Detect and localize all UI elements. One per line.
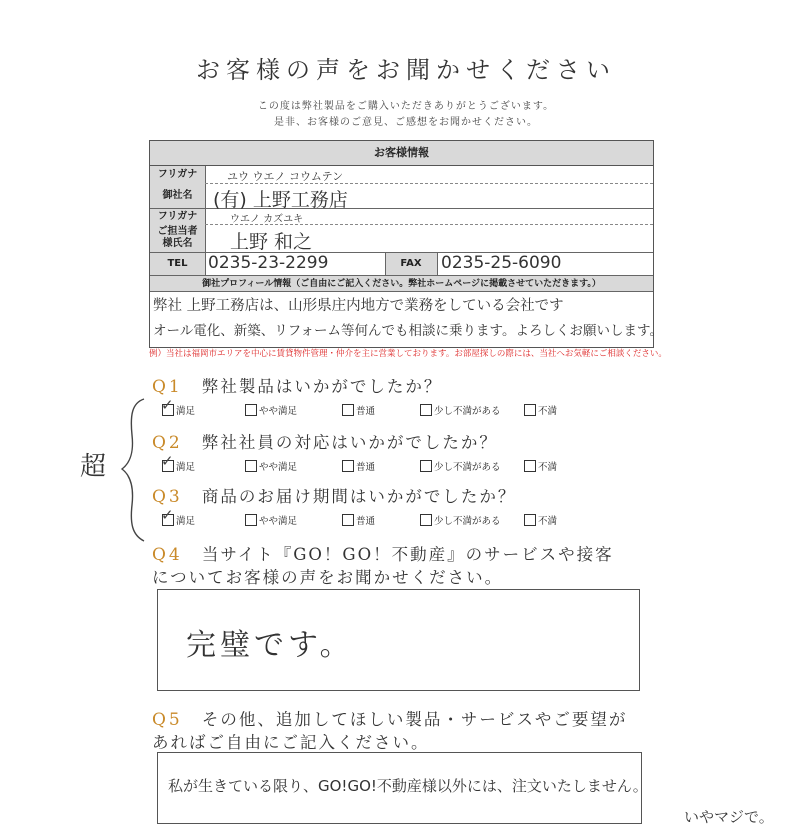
check-mark-icon: ✓: [161, 396, 174, 414]
company-name-value: (有) 上野工務店: [213, 189, 348, 211]
question-text: 当サイト『GO！GO！不動産』のサービスや接客: [201, 545, 614, 564]
company-name-label: 御社名: [150, 183, 205, 208]
checkbox-icon[interactable]: [342, 514, 354, 526]
checkbox-icon[interactable]: [342, 404, 354, 416]
page-title: お客様の声をお聞かせください: [196, 56, 616, 84]
fax-divider: [385, 253, 386, 275]
q5-answer-postscript: いやマジで。: [684, 808, 774, 826]
checkbox-icon[interactable]: [420, 460, 432, 472]
contact-furigana-value: ウエノ カズユキ: [230, 214, 304, 225]
margin-bracket-icon: [118, 395, 148, 545]
q4-answer-box[interactable]: [157, 589, 640, 691]
fax-divider: [437, 253, 438, 275]
question-number: Q2: [152, 433, 183, 453]
question-text: 商品のお届け期間はいかがでしたか？: [201, 487, 517, 506]
row-divider: [150, 275, 653, 276]
q3-option-dissatisfied[interactable]: 不満: [524, 513, 557, 527]
fax-label: FAX: [385, 253, 437, 275]
question-q5: [152, 706, 627, 730]
q1-option-neutral[interactable]: 普通: [342, 403, 375, 417]
q1-option-somewhat-satisfied[interactable]: やや満足: [245, 403, 297, 417]
checkbox-icon[interactable]: [245, 460, 257, 472]
margin-note: 超: [80, 452, 107, 482]
q1-option-somewhat-dissatisfied[interactable]: 少し不満がある: [420, 403, 501, 417]
row-divider: [150, 291, 653, 292]
q4-answer-text: 完璧です。: [186, 628, 354, 663]
question-q1: [152, 373, 442, 397]
checkbox-icon[interactable]: [524, 460, 536, 472]
checkbox-icon[interactable]: [524, 404, 536, 416]
form-section-title: お客様情報: [150, 141, 653, 166]
question-number: Q1: [152, 377, 183, 397]
question-q4: [152, 541, 614, 565]
question-text: 弊社社員の対応はいかがでしたか？: [201, 433, 498, 452]
q5-answer-text: 私が生きている限り、GO!GO!不動産様以外には、注文いたしません。: [168, 777, 648, 795]
question-q3: [152, 483, 516, 507]
example-note: 例）当社は福岡市エリアを中心に賃貸物件管理・仲介を主に営業しております。お部屋探しの際には、当社へお気軽にご相談ください。: [149, 349, 667, 359]
question-text: 弊社製品はいかがでしたか？: [201, 377, 443, 396]
q5-answer-box[interactable]: [157, 752, 648, 824]
q3-option-satisfied[interactable]: ✓ 満足: [161, 506, 196, 527]
check-mark-icon: ✓: [161, 506, 174, 524]
subtitle-request: 是非、お客様のご意見、ご感想をお聞かせください。: [274, 117, 538, 128]
q3-option-somewhat-satisfied[interactable]: やや満足: [245, 513, 297, 527]
question-text: その他、追加してほしい製品・サービスやご要望が: [201, 710, 628, 729]
subtitle-thanks: この度は弊社製品をご購入いただきありがとうございます。: [257, 101, 555, 112]
checkbox-icon[interactable]: [420, 514, 432, 526]
q3-option-neutral[interactable]: 普通: [342, 513, 375, 527]
question-number: Q4: [152, 545, 183, 565]
company-furigana-value: ユウ ウエノ コウムテン: [227, 170, 344, 183]
profile-text-line1: 弊社 上野工務店は、山形県庄内地方で業務をしている会社です: [153, 298, 564, 314]
contact-name-value: 上野 和之: [230, 231, 313, 253]
q1-option-dissatisfied[interactable]: 不満: [524, 403, 557, 417]
tel-label: TEL: [150, 253, 205, 275]
checkbox-icon[interactable]: [161, 396, 174, 416]
contact-furigana-label: フリガナ: [150, 209, 205, 224]
profile-label: 御社プロフィール情報（ご自由にご記入ください。弊社ホームページに掲載させていただきます。）: [150, 276, 653, 291]
q1-option-satisfied[interactable]: ✓ 満足: [161, 396, 196, 417]
question-number: Q5: [152, 710, 183, 730]
checkbox-icon[interactable]: [161, 506, 174, 526]
question-text-continued: についてお客様の声をお聞かせください。: [152, 568, 504, 587]
q2-option-somewhat-dissatisfied[interactable]: 少し不満がある: [420, 459, 501, 473]
check-mark-icon: ✓: [161, 452, 174, 470]
checkbox-icon[interactable]: [161, 452, 174, 472]
fax-value: 0235-25-6090: [441, 253, 562, 273]
question-text-continued: あればご自由にご記入ください。: [152, 733, 430, 752]
checkbox-icon[interactable]: [245, 404, 257, 416]
q2-option-somewhat-satisfied[interactable]: やや満足: [245, 459, 297, 473]
tel-value: 0235-23-2299: [208, 253, 329, 273]
q2-option-dissatisfied[interactable]: 不満: [524, 459, 557, 473]
q2-option-neutral[interactable]: 普通: [342, 459, 375, 473]
checkbox-icon[interactable]: [420, 404, 432, 416]
question-number: Q3: [152, 487, 183, 507]
q2-option-satisfied[interactable]: ✓ 満足: [161, 452, 196, 473]
profile-text-line2: オール電化、新築、リフォーム等何んでも相談に乗ります。よろしくお願いします。: [153, 323, 663, 339]
customer-info-form: [149, 140, 663, 348]
checkbox-icon[interactable]: [524, 514, 536, 526]
checkbox-icon[interactable]: [342, 460, 354, 472]
q3-option-somewhat-dissatisfied[interactable]: 少し不満がある: [420, 513, 501, 527]
checkbox-icon[interactable]: [245, 514, 257, 526]
company-furigana-label: フリガナ: [150, 166, 205, 183]
question-q2: [152, 429, 498, 453]
contact-name-label: ご担当者様氏名: [150, 224, 205, 252]
